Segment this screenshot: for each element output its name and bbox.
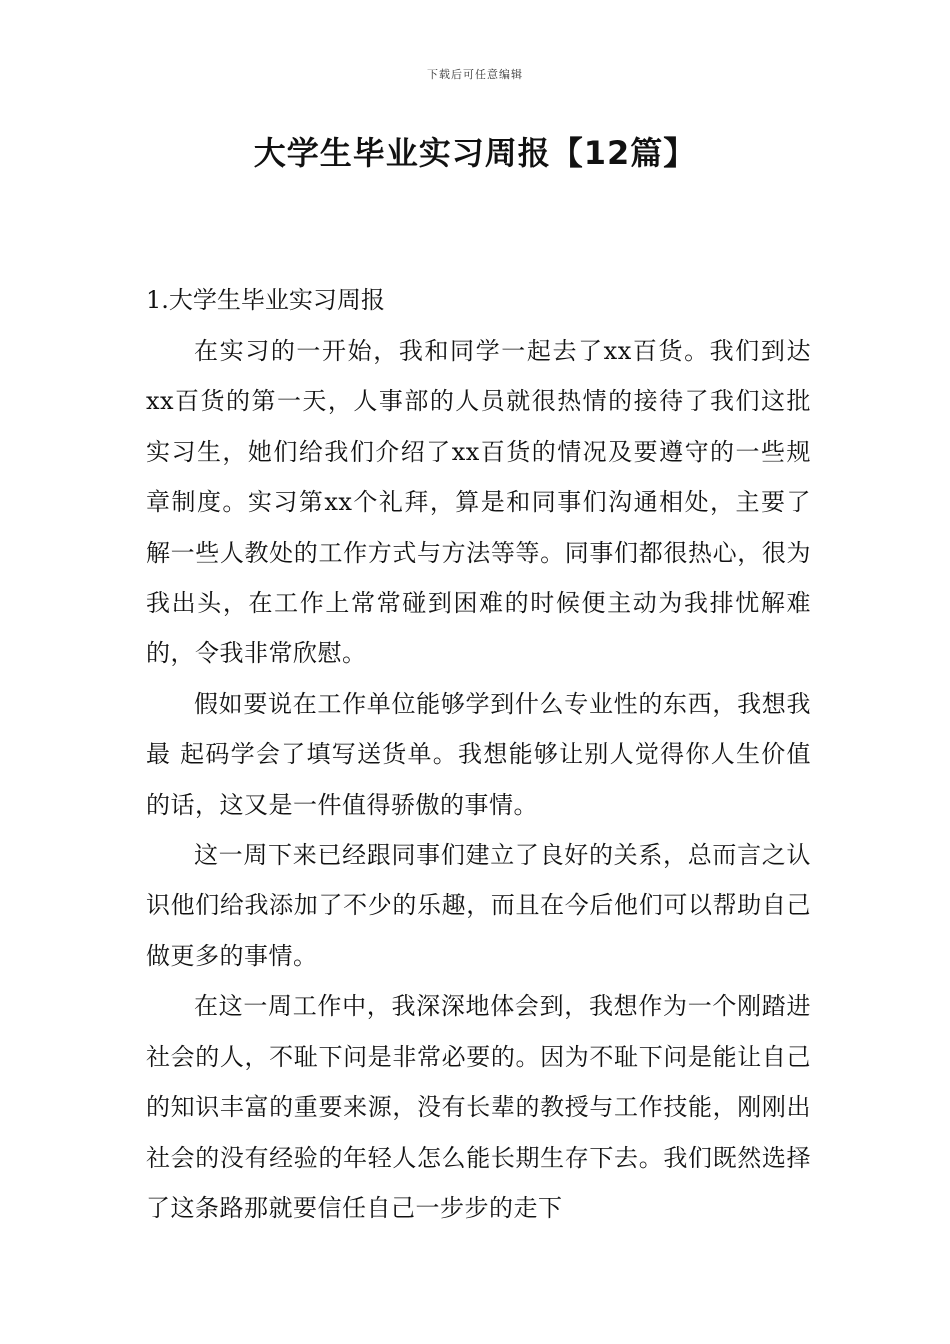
document-title: 大学生毕业实习周报【12篇】 [253, 134, 697, 172]
paragraph-1: 在实习的一开始，我和同学一起去了xx百货。我们到达xx百货的第一天，人事部的人员就很热情的接待了我们这批实习生，她们给我们介绍了xx百货的情况及要遵守的一些规章制度。实习第xx个礼拜，算是和同事们沟通相处，主要了解一些人教处的工作方式与方法等等。同事们都很热心，很为我出头，在工作上常常碰到困难的时候便主动为我排忧解难的，令我非常欣慰。 [146, 337, 811, 668]
paragraph-2: 假如要说在工作单位能够学到什么专业性的东西，我想我最 起码学会了填写送货单。我想能够让别人觉得你人生价值的话，这又是一件值得骄傲的事情。 [146, 689, 811, 819]
section-heading: 1.大学生毕业实习周报 [146, 286, 385, 314]
paragraph-4: 在这一周工作中，我深深地体会到，我想作为一个刚踏进社会的人，不耻下问是非常必要的。因为不耻下问是能让自己的知识丰富的重要来源，没有长辈的教授与工作技能，刚刚出社会的没有经验的年轻人怎么能长期生存下去。我们既然选择了这条路那就要信任自己一步步的走下 [146, 992, 811, 1222]
document-body [146, 282, 811, 1233]
paragraph-3: 这一周下来已经跟同事们建立了良好的关系，总而言之认识他们给我添加了不少的乐趣，而且在今后他们可以帮助自己做更多的事情。 [146, 841, 811, 970]
header-note: 下载后可任意编辑 [427, 68, 523, 81]
